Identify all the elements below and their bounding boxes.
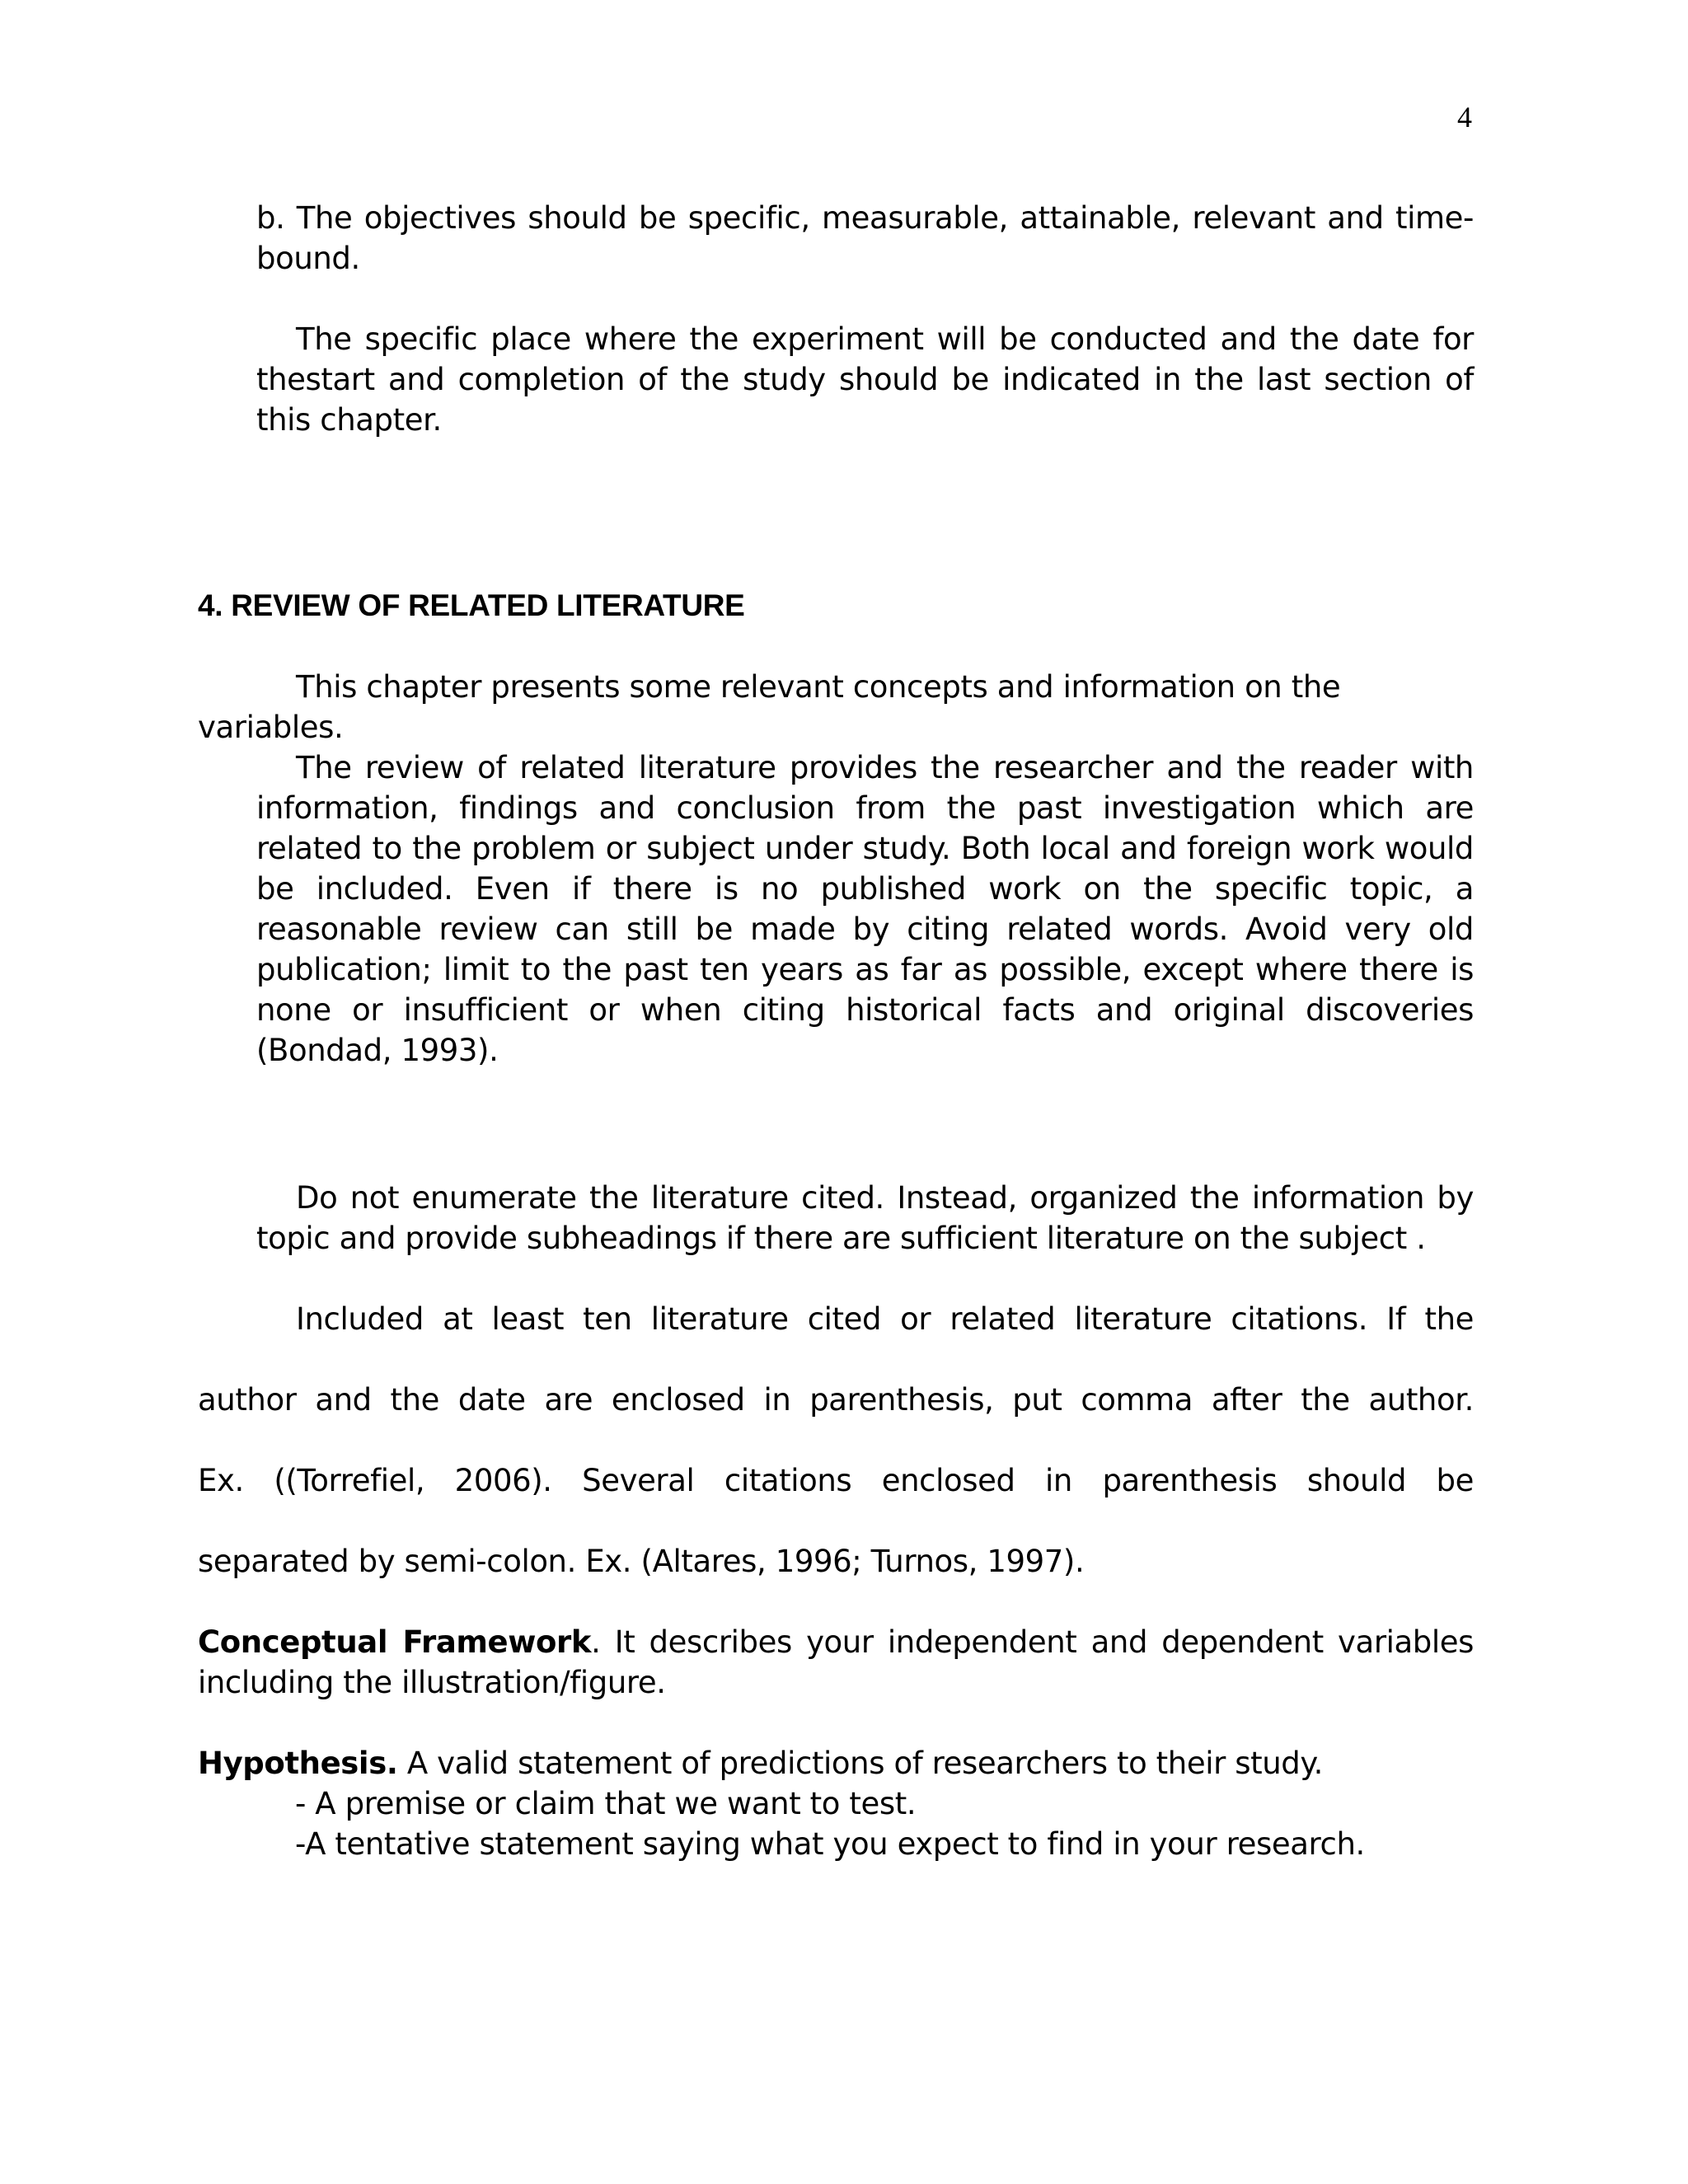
citation-line-3: Ex. ((Torrefiel, 2006). Several citations enclosed in parenthesis should be [198,1463,1474,1498]
conceptual-framework-label: Conceptual Framework [198,1624,592,1660]
objective-item-b: b. The objectives should be specific, measurable, attainable, relevant and time-bound. [256,200,1474,276]
hypothesis-point: - A premise or claim that we want to test. [295,1786,917,1821]
conceptual-framework-paragraph [198,1622,1474,1703]
citation-line-4: separated by semi-colon. Ex. (Altares, 1996; Turnos, 1997). [198,1544,1085,1579]
citation-line-2: author and the date are enclosed in parenthesis, put comma after the author. [198,1382,1474,1418]
section-heading-review: 4. REVIEW OF RELATED LITERATURE [198,588,745,622]
hypothesis-paragraph [198,1743,1474,1783]
hypothesis-point: -A tentative statement saying what you expect to find in your research. [295,1826,1365,1862]
citation-line-1: Included at least ten literature cited or related literature citations. If the [296,1301,1474,1337]
review-paragraph-2: Do not enumerate the literature cited. Instead, organized the information by topic and provide subheadings if there are sufficient literature on the subject . [256,1180,1474,1256]
hypothesis-label: Hypothesis. [198,1746,398,1781]
chapter-intro-paragraph: This chapter presents some relevant concepts and information on the variables. [198,669,1341,745]
review-paragraph-1: The review of related literature provides the researcher and the reader with information, findings and conclusion from the past investigation which are related to the problem or subject under study. Both local and foreign work would be included. Even if there is no published work on the specific topic, a reasonable review can still be made by citing related words. Avoid very old publication; limit to the past ten years as far as possible, except where there is none or insufficient or when citing historical facts and original discoveries (Bondad, 1993). [256,750,1474,1068]
hypothesis-text: A valid statement of predictions of researchers to their study. [397,1746,1323,1781]
conceptual-framework-text: . It describes your independent and dependent variables including the illustration/figure. [198,1624,1474,1700]
page-number: 4 [1457,101,1472,134]
place-and-date-paragraph: The specific place where the experiment will be conducted and the date for thestart and completion of the study should be indicated in the last section of this chapter. [256,321,1474,438]
